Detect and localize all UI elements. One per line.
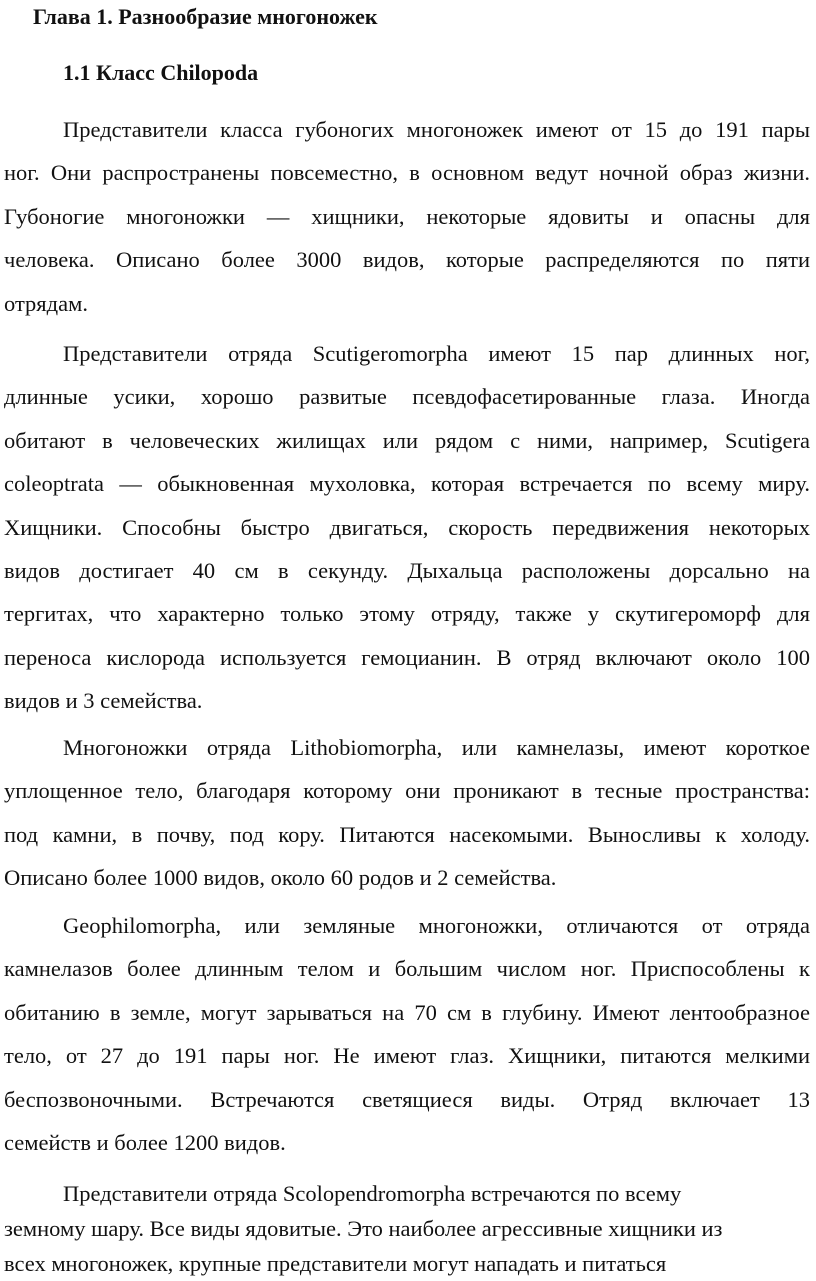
- text-line: ног. Они распространены повсеместно, в основном ведут ночной образ жизни.: [4, 160, 810, 186]
- text-line: отрядам.: [4, 290, 88, 316]
- text-line: Представители отряда Scolopendromorpha встречаются по всему: [63, 1181, 682, 1206]
- text-line: Представители класса губоногих многоножек имеют от 15 до 191 пары: [63, 117, 810, 142]
- paragraph-scutigeromorpha: [0, 332, 816, 723]
- text-line: беспозвоночными. Встречаются светящиеся виды. Отряд включает 13: [4, 1086, 810, 1112]
- text-line: земному шару. Все виды ядовитые. Это наиболее агрессивные хищники из: [4, 1216, 723, 1241]
- text-line: семейств и более 1200 видов.: [4, 1129, 286, 1155]
- text-line: камнелазов более длинным телом и большим числом ног. Приспособлены к: [4, 956, 810, 982]
- text-line: видов достигает 40 см в секунду. Дыхальца расположены дорсально на: [4, 557, 810, 583]
- text-line: переноса кислорода используется гемоцианин. В отряд включают около 100: [4, 644, 810, 670]
- text-line: Хищники. Способны быстро двигаться, скорость передвижения некоторых: [4, 514, 810, 540]
- paragraph-chilopoda-intro: [0, 108, 816, 325]
- text-line: тело, от 27 до 191 пары ног. Не имеют глаз. Хищники, питаются мелкими: [4, 1043, 810, 1069]
- text-line: видов и 3 семейства.: [4, 688, 203, 714]
- text-line: длинные усики, хорошо развитые псевдофасетированные глаза. Иногда: [4, 384, 810, 410]
- text-line: Geophilomorpha, или земляные многоножки, отличаются от отряда: [63, 913, 810, 938]
- text-line: обитанию в земле, могут зарываться на 70 см в глубину. Имеют лентообразное: [4, 999, 810, 1025]
- paragraph-lithobiomorpha: [0, 726, 816, 900]
- text-line: обитают в человеческих жилищах или рядом с ними, например, Scutigera: [4, 427, 810, 453]
- text-line: Описано более 1000 видов, около 60 родов и 2 семейства.: [4, 865, 557, 891]
- text-line: уплощенное тело, благодаря которому они проникают в тесные пространства:: [4, 778, 810, 804]
- chapter-title: Глава 1. Разнообразие многоножек: [33, 4, 378, 29]
- text-line: Представители отряда Scutigeromorpha имеют 15 пар длинных ног,: [63, 341, 810, 366]
- text-line: тергитах, что характерно только этому отряду, также у скутигероморф для: [4, 601, 810, 627]
- text-line: всех многоножек, крупные представители могут нападать и питаться: [4, 1251, 667, 1276]
- paragraph-geophilomorpha: [0, 904, 816, 1164]
- paragraph-scolopendromorpha: [0, 1176, 816, 1281]
- text-line: человека. Описано более 3000 видов, которые распределяются по пяти: [4, 247, 810, 273]
- section-title: 1.1 Класс Chilopoda: [63, 60, 259, 85]
- text-line: Губоногие многоножки — хищники, некоторые ядовиты и опасны для: [4, 203, 810, 229]
- text-line: под камни, в почву, под кору. Питаются насекомыми. Выносливы к холоду.: [4, 821, 810, 847]
- text-line: Многоножки отряда Lithobiomorpha, или камнелазы, имеют короткое: [63, 735, 810, 760]
- text-line: coleoptrata — обыкновенная мухоловка, которая встречается по всему миру.: [4, 471, 810, 497]
